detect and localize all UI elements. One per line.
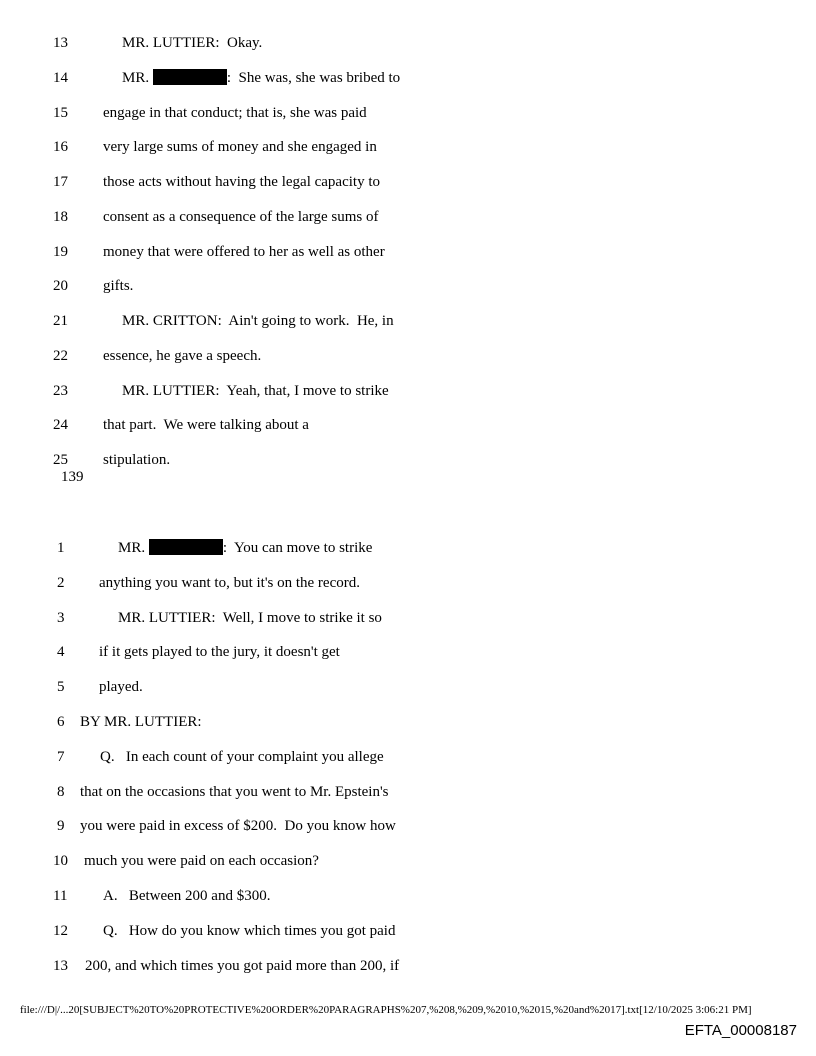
line-text (122, 68, 400, 88)
line-text (103, 103, 367, 123)
transcript-line (0, 921, 816, 941)
transcript-line (0, 207, 816, 227)
line-text (103, 276, 133, 296)
line-text-segment: : You can move to strike (222, 540, 373, 556)
transcript-line (0, 415, 816, 435)
line-text-segment: Q. How do you know which times you got paid (103, 922, 396, 939)
line-number: 22 (53, 347, 68, 364)
line-text-segment: very large sums of money and she engaged in (103, 139, 377, 156)
line-number: 21 (53, 313, 68, 329)
line-number: 16 (53, 139, 68, 156)
line-text-segment: BY MR. LUTTIER: (80, 714, 202, 730)
line-number: 8 (57, 783, 65, 800)
line-text (80, 712, 202, 732)
transcript-line (0, 747, 816, 767)
line-text-segment: engage in that conduct; that is, she was paid (103, 104, 367, 121)
transcript-line (0, 573, 816, 593)
line-text-segment: much you were paid on each occasion? (84, 853, 319, 870)
line-text-segment: MR. CRITTON: Ain't going to work. He, in (122, 313, 394, 329)
line-number: 2 (57, 574, 65, 591)
line-text (99, 642, 340, 662)
line-text (103, 921, 395, 941)
transcript-line (0, 608, 816, 628)
transcript-line (0, 956, 816, 976)
page-number: 139 (61, 469, 84, 485)
line-text (80, 782, 389, 802)
line-text-segment: MR. (122, 69, 153, 86)
transcript-line (0, 677, 816, 697)
transcript-line (0, 137, 816, 157)
file-path-footer: file:///D|/...20[SUBJECT%20TO%20PROTECTIVE%20ORDER%20PARAGRAPHS%207,%208,%209,%2010,%2015,%20and%2017].txt[12/10/2025 3:06:21 PM] (20, 1004, 752, 1016)
line-number: 13 (53, 35, 68, 51)
line-text-segment: those acts without having the legal capacity to (103, 174, 381, 190)
redaction-box (149, 539, 223, 555)
line-text-segment: you were paid in excess of $200. Do you know how (80, 818, 396, 835)
line-text-segment: 200, and which times you got paid more than 200, if (85, 957, 400, 974)
line-number: 10 (53, 853, 68, 870)
line-number: 9 (57, 818, 65, 835)
line-number: 5 (57, 679, 65, 696)
line-text (122, 33, 262, 53)
transcript-line (0, 103, 816, 123)
line-text (122, 381, 389, 401)
transcript-line (0, 450, 816, 470)
line-text-segment: consent as a consequence of the large sums of (103, 208, 379, 225)
line-text (103, 207, 378, 227)
line-number: 19 (53, 243, 68, 260)
line-text-segment: MR. LUTTIER: Okay. (122, 35, 263, 51)
transcript-line (0, 276, 816, 296)
transcript-line (0, 242, 816, 262)
line-text (100, 747, 384, 767)
line-text-segment: essence, he gave a speech. (103, 347, 262, 364)
line-text-segment: MR. LUTTIER: Well, I move to strike it so (118, 609, 382, 626)
line-number: 18 (53, 208, 68, 225)
line-text-segment: that on the occasions that you went to Mr. Epstein's (80, 783, 389, 800)
line-text-segment: stipulation. (103, 452, 171, 468)
line-text-segment: Q. In each count of your complaint you allege (100, 748, 384, 765)
line-number: 13 (53, 957, 68, 974)
line-text (80, 816, 396, 836)
line-text (99, 677, 143, 697)
line-text-segment: anything you want to, but it's on the record. (99, 574, 360, 591)
line-text (85, 956, 399, 976)
redaction-box (153, 69, 227, 85)
line-number: 25 (53, 452, 68, 468)
line-text (103, 242, 385, 262)
line-number: 12 (53, 922, 68, 939)
line-text-segment: MR. LUTTIER: Yeah, that, I move to strike (122, 382, 389, 399)
transcript-line (0, 311, 816, 331)
line-text-segment: : She was, she was bribed to (226, 69, 401, 86)
line-text (103, 886, 270, 906)
line-number: 3 (57, 609, 65, 626)
transcript-line (0, 642, 816, 662)
line-number: 17 (53, 174, 68, 190)
line-text (122, 311, 394, 331)
line-text (103, 450, 170, 470)
transcript-line (0, 782, 816, 802)
line-text-segment: money that were offered to her as well as other (103, 243, 385, 260)
transcript-line (0, 538, 816, 558)
line-number: 4 (57, 644, 65, 661)
transcript-line (0, 851, 816, 871)
line-text (103, 137, 377, 157)
line-text (103, 346, 261, 366)
line-text (84, 851, 319, 871)
transcript-line (0, 381, 816, 401)
line-text-segment: MR. (118, 540, 149, 556)
bates-number: EFTA_00008187 (684, 1022, 797, 1039)
line-text (118, 608, 382, 628)
transcript-line (0, 816, 816, 836)
line-number: 20 (53, 278, 68, 295)
transcript-line (0, 886, 816, 906)
line-number: 11 (53, 888, 68, 904)
transcript-line (0, 172, 816, 192)
line-text-segment: if it gets played to the jury, it doesn't get (99, 644, 340, 661)
line-number: 6 (57, 714, 65, 730)
line-number: 24 (53, 417, 68, 434)
line-text (99, 573, 360, 593)
line-text-segment: that part. We were talking about a (103, 417, 309, 434)
line-text-segment: gifts. (103, 278, 134, 295)
line-number: 14 (53, 69, 68, 86)
transcript-line (0, 33, 816, 53)
transcript-line (0, 712, 816, 732)
line-number: 15 (53, 104, 68, 121)
line-text (103, 415, 309, 435)
line-text-segment: played. (99, 679, 143, 696)
transcript-line (0, 68, 816, 88)
line-text (103, 172, 380, 192)
line-number: 7 (57, 748, 65, 765)
line-text-segment: A. Between 200 and $300. (103, 888, 271, 904)
line-text (118, 538, 372, 558)
line-number: 1 (57, 540, 65, 556)
line-number: 23 (53, 382, 68, 399)
transcript-line (0, 346, 816, 366)
